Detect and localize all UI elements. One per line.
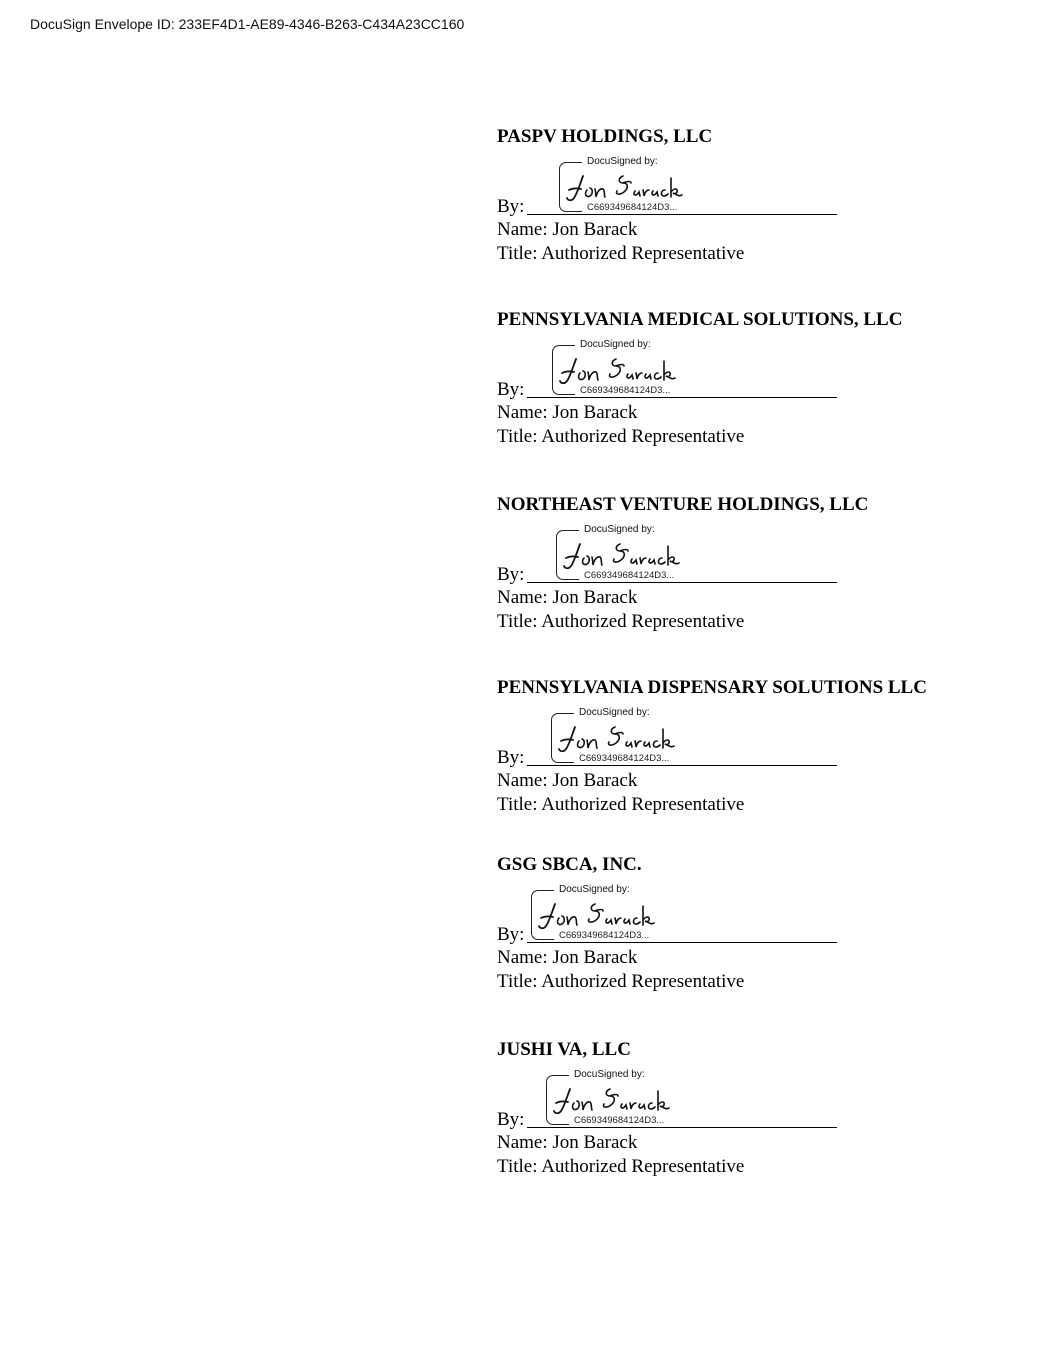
docusign-stamp (546, 1069, 706, 1125)
by-label: By: (497, 924, 525, 945)
signer-name: Name: Jon Barack (497, 770, 638, 791)
signer-id: C669349684124D3... (574, 1115, 665, 1126)
stamp-label: DocuSigned by: (559, 884, 630, 895)
signer-title: Title: Authorized Representative (497, 794, 745, 815)
stamp-label: DocuSigned by: (587, 156, 658, 167)
signer-title: Title: Authorized Representative (497, 971, 745, 992)
stamp-label: DocuSigned by: (574, 1069, 645, 1080)
signature-block (497, 126, 1037, 286)
signature-line (527, 582, 837, 583)
docusign-stamp (559, 156, 719, 212)
signer-id: C669349684124D3... (580, 385, 671, 396)
signer-name: Name: Jon Barack (497, 947, 638, 968)
handwritten-signature (565, 170, 687, 204)
docusign-stamp (552, 339, 712, 395)
signature-block (497, 854, 1037, 1014)
envelope-id-header: DocuSign Envelope ID: 233EF4D1-AE89-4346-B263-C434A23CC160 (30, 16, 465, 32)
by-label: By: (497, 1109, 525, 1130)
signature-block (497, 309, 1037, 469)
signature-line (527, 1127, 837, 1128)
entity-name: NORTHEAST VENTURE HOLDINGS, LLC (497, 494, 869, 515)
handwritten-signature (558, 353, 680, 387)
signer-id: C669349684124D3... (559, 930, 650, 941)
docusign-stamp (551, 707, 711, 763)
signature-block (497, 494, 1037, 654)
signer-id: C669349684124D3... (587, 202, 678, 213)
entity-name: GSG SBCA, INC. (497, 854, 642, 875)
entity-name: JUSHI VA, LLC (497, 1039, 631, 1060)
docusign-stamp (556, 524, 716, 580)
stamp-label: DocuSigned by: (584, 524, 655, 535)
handwritten-signature (537, 898, 659, 932)
signer-name: Name: Jon Barack (497, 587, 638, 608)
handwritten-signature (552, 1083, 674, 1117)
signer-id: C669349684124D3... (579, 753, 670, 764)
stamp-label: DocuSigned by: (579, 707, 650, 718)
by-label: By: (497, 379, 525, 400)
signature-block (497, 1039, 1037, 1199)
handwritten-signature (562, 538, 684, 572)
signer-title: Title: Authorized Representative (497, 611, 745, 632)
by-label: By: (497, 564, 525, 585)
handwritten-signature (557, 721, 679, 755)
entity-name: PENNSYLVANIA MEDICAL SOLUTIONS, LLC (497, 309, 903, 330)
by-label: By: (497, 747, 525, 768)
signature-line (527, 214, 837, 215)
by-label: By: (497, 196, 525, 217)
signature-line (527, 942, 837, 943)
signature-block (497, 677, 1037, 837)
signer-name: Name: Jon Barack (497, 402, 638, 423)
entity-name: PENNSYLVANIA DISPENSARY SOLUTIONS LLC (497, 677, 927, 698)
signer-title: Title: Authorized Representative (497, 1156, 745, 1177)
signer-name: Name: Jon Barack (497, 1132, 638, 1153)
signature-line (527, 397, 837, 398)
signer-id: C669349684124D3... (584, 570, 675, 581)
signer-name: Name: Jon Barack (497, 219, 638, 240)
signer-title: Title: Authorized Representative (497, 426, 745, 447)
docusign-stamp (531, 884, 691, 940)
signature-line (527, 765, 837, 766)
signer-title: Title: Authorized Representative (497, 243, 745, 264)
stamp-label: DocuSigned by: (580, 339, 651, 350)
entity-name: PASPV HOLDINGS, LLC (497, 126, 713, 147)
